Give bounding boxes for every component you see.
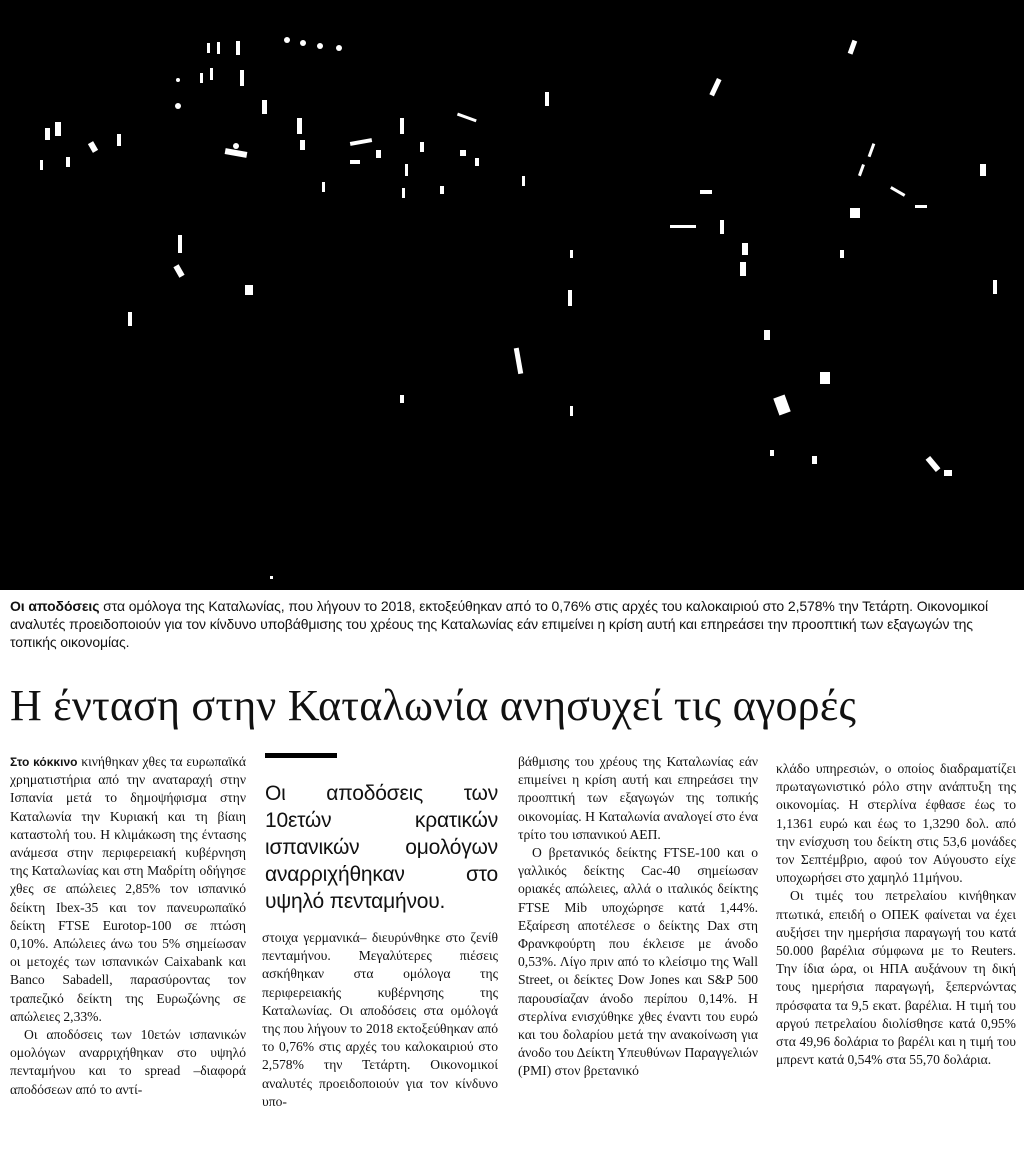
paragraph: κλάδο υπηρεσιών, ο οποίος διαδραματίζει πρωταγωνιστικό ρόλο στην ανάπτυξη της οικονομίας. Η στερλίνα έφθασε έως το 1,1361 ευρώ και έως το 1,3290 δολ. από την ενίσχυση του δείκτη στις 53,6 μονάδες τον Σεπτέμβριο, αφού τον Αύγουστο είχε υποχωρήσει στο χαμηλό 11μήνου. [776,761,1016,886]
paragraph: Οι αποδόσεις των 10ετών ισπανικών ομολόγων αναρριχήθηκαν στο υψηλό πενταμήνου και το spread –διαφορά αποδόσεων από το αντί- [10,1027,246,1097]
paragraph: Ο βρετανικός δείκτης FTSE-100 και ο γαλλικός δείκτης Cac-40 σημείωσαν οριακές απώλειες, αλλά ο ιταλικός δείκτης FTSE Mib υποχώρησε κατά 1,44%. Εξαίρεση αποτέλεσε ο δείκτης Dax στη Φρανκφούρτη που έκλεισε με άνοδο 0,53%. Λίγο πριν από το κλείσιμο της Wall Street, οι δείκτες Dow Jones και S&P 500 παρουσίαζαν άνοδο περίπου 0,14%. Η στερλίνα ενισχύθηκε χθες έναντι του ευρώ και του δολαρίου μετά την ανακοίνωση για άνοδο του Δείκτη Υπευθύνων Παραγγελιών (PMI) στον βρετανικό [518,845,758,1079]
paragraph: βάθμισης του χρέους της Καταλωνίας εάν επιμείνει η κρίση αυτή και επηρεάσει την προοπτική των εξαγωγών της τοπικής οικονομίας. Η Καταλωνία αναλογεί στο ένα τρίτο του ισπανικού ΑΕΠ. [518,754,758,842]
caption-text: στα ομόλογα της Καταλωνίας, που λήγουν το 2018, εκτοξεύθηκαν από το 0,76% στις αρχές του καλοκαιριού στο 2,578% την Τετάρτη. Οικονομικοί αναλυτές προειδοποιούν για τον κίνδυνο υποβάθμισης του χρέους της Καταλωνίας εάν επιμείνει η κρίση αυτή και επηρεάσει την προοπτική των εξαγωγών της τοπικής οικονομίας. [10,598,988,650]
paragraph [10,753,246,1026]
article-column-1 [10,753,246,1099]
pullquote-rule [265,753,337,758]
paragraph-text: κινήθηκαν χθες τα ευρωπαϊκά χρηματιστήρια από την αναταραχή στην Ισπανία μετά το δημοψήφισμα στην Καταλωνία την Κυριακή και τη βίαιη καταστολή του. Η κλιμάκωση της έντασης ανάμεσα στην περιφερειακή κυβέρνηση της Καταλωνίας και στη Μαδρίτη οδήγησε χθες σε απώλειες 2,85% τον ισπανικό δείκτη Ibex-35 και τον πανευρωπαϊκό δείκτη FTSE Eurotop-100 σε πτώση 0,10%. Απώλειες άνω του 5% σημείωσαν οι μετοχές των ισπανικών Caixabank και Banco Sabadell, παρασύροντας τον τραπεζικό δείκτη της Ευρωζώνης σε απώλειες 2,33%. [10,754,246,1024]
article-column-4 [776,760,1016,1069]
pullquote: Οι αποδόσεις των 10ετών κρατικών ισπανικών ομολόγων αναρριχήθηκαν στο υψηλό πενταμήνου. [265,782,498,913]
paragraph: Οι τιμές του πετρελαίου κινήθηκαν πτωτικά, επειδή ο ΟΠΕΚ φαίνεται να έχει αυξήσει την ημερήσια παραγωγή του κατά 50.000 βαρέλια σύμφωνα με το Reuters. Την ίδια ώρα, οι ΗΠΑ αυξάνουν τη δική τους ημερήσια παραγωγή, ξεπερνώντας πρόσφατα τα 9,5 εκατ. βαρέλια. Η τιμή του αργού πετρελαίου διολίσθησε κατά 0,95% στα 49,96 δολάρια το βαρέλι και η τιμή του μπρεντ κατά 0,54% στα 55,70 δολάρια. [776,888,1016,1068]
article-column-2 [262,753,498,1111]
paragraph: στοιχα γερμανικά– διευρύνθηκε στο ζενίθ πενταμήνου. Μεγαλύτερες πιέσεις ασκήθηκαν στα ομόλογα της περιφερειακής κυβέρνησης της Καταλωνίας. Οι αποδόσεις στα ομόλογά της που λήγουν το 2018 εκτοξεύθηκαν από το 0,76% στις αρχές του καλοκαιριού στο 2,578% την Τετάρτη. Οικονομικοί αναλυτές προειδοποιούν για τον κίνδυνο υπο- [262,930,498,1109]
paragraph-lead: Στο κόκκινο [10,755,78,769]
caption-lead: Οι αποδόσεις [10,598,100,614]
article-column-3 [518,753,758,1081]
article-headline: Η ένταση στην Καταλωνία ανησυχεί τις αγορές [10,681,857,730]
photo-caption [10,597,1016,651]
